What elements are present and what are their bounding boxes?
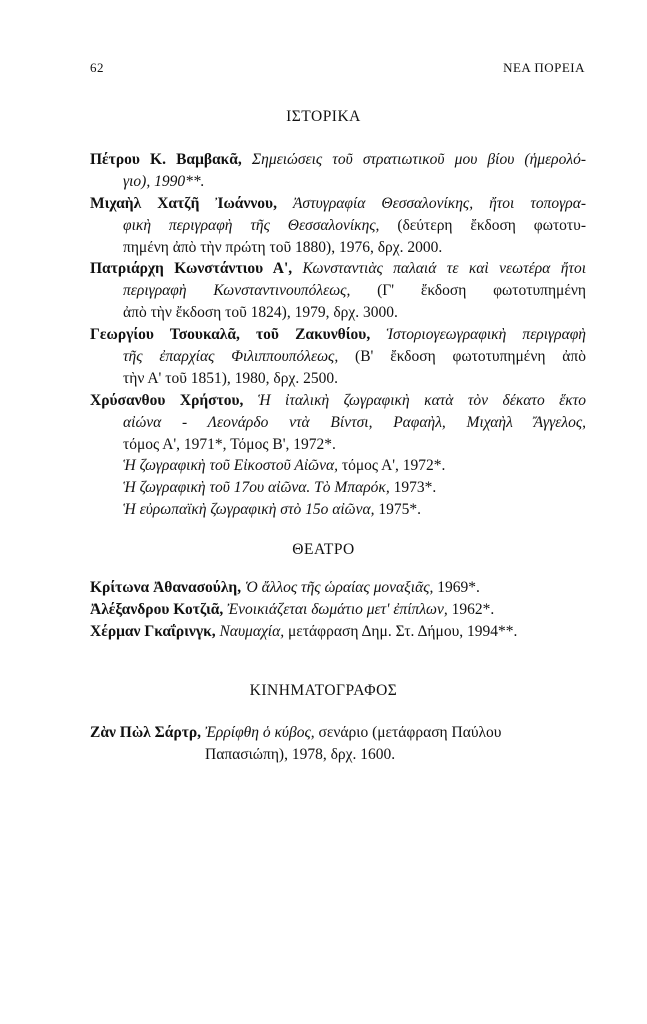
entry-line bbox=[90, 477, 586, 499]
entry-details: μετάφραση Δημ. Στ. Δήμου, 1994**. bbox=[288, 622, 518, 640]
entry-title: περιγραφὴ Κωνσταντινουπόλεως, bbox=[123, 282, 378, 300]
entry-line bbox=[90, 149, 586, 171]
entry-line bbox=[90, 171, 586, 193]
entry-details: (Β' ἔκδοση φωτοτυπημένη ἀπὸ bbox=[355, 348, 586, 366]
entry-line bbox=[90, 499, 586, 521]
entry-title: γιο), 1990**. bbox=[123, 172, 205, 190]
entry-title: Ἡ εὐρωπαϊκὴ ζωγραφικὴ στὸ 15ο αἰῶνα, bbox=[123, 501, 379, 519]
entry-author: Χρύσανθου Χρήστου, bbox=[90, 391, 258, 409]
entry-line bbox=[90, 280, 586, 302]
entry-author: Γεωργίου Τσουκαλᾶ, τοῦ Ζακυνθίου, bbox=[90, 326, 387, 344]
entry-line bbox=[90, 302, 586, 324]
entry-title: Ἱστοριογεωγραφικὴ περιγραφὴ bbox=[386, 326, 586, 344]
page-number: 62 bbox=[90, 60, 104, 75]
section-cinema-heading: ΚΙΝΗΜΑΤΟΓΡΑΦΟΣ bbox=[249, 682, 398, 699]
entry-line bbox=[90, 324, 586, 346]
entry-title: αἰώνα - Λεονάρδο ντὰ Βίντσι, Ραφαὴλ, Μιχαὴλ Ἄγγελος, bbox=[123, 413, 586, 431]
entry-line bbox=[90, 215, 586, 237]
entry-title: Σημειώσεις τοῦ στρατιωτικοῦ μου βίου (ἡμερολό- bbox=[251, 151, 586, 168]
entry-title: τῆς ἐπαρχίας Φιλιππουπόλεως, bbox=[123, 348, 356, 366]
entry-details: 1975*. bbox=[378, 501, 422, 519]
entry-details: 1969*. bbox=[437, 579, 480, 596]
entry-details: ἀπὸ τὴν ἔκδοση τοῦ 1824), 1979, δρχ. 3000. bbox=[123, 304, 398, 322]
entry-line bbox=[90, 258, 586, 280]
entry-author: Πατριάρχη Κωνστάντιου Α', bbox=[90, 260, 303, 278]
entry-line bbox=[90, 368, 586, 390]
entry-line bbox=[90, 434, 586, 456]
entry-details: τὴν Α' τοῦ 1851), 1980, δρχ. 2500. bbox=[123, 369, 338, 387]
entry-line bbox=[90, 722, 586, 744]
entry-author: Κρίτωνα Ἀθανασούλη, bbox=[90, 579, 245, 596]
entry-details: (Γ' ἔκδοση φωτοτυπημένη bbox=[377, 282, 586, 300]
entry-line bbox=[90, 390, 586, 412]
entry-line bbox=[90, 455, 586, 477]
entry-details: 1973*. bbox=[393, 479, 437, 497]
entry-line bbox=[90, 621, 586, 643]
entry-details: σενάριο (μετάφραση Παύλου bbox=[318, 724, 502, 741]
entry-details: πημένη ἀπὸ τὴν πρώτη τοῦ 1880), 1976, δρχ. 2000. bbox=[123, 238, 443, 256]
entry-title: Ἐρρίφθη ὁ κύβος, bbox=[204, 724, 319, 741]
entry-title: Ἀστυγραφία Θεσσαλονίκης, ἤτοι τοπογρα- bbox=[292, 194, 587, 212]
journal-title: ΝΕΑ ΠΟΡΕΙΑ bbox=[503, 60, 585, 75]
entry-line bbox=[90, 237, 586, 259]
entry-title: Ἡ ζωγραφικὴ τοῦ Εἰκοστοῦ Αἰῶνα, bbox=[123, 457, 342, 475]
section-cinema-entries bbox=[90, 722, 586, 766]
section-historical-heading: ΙΣΤΟΡΙΚΑ bbox=[286, 108, 361, 125]
entry-details: 1962*. bbox=[451, 600, 495, 618]
entry-details: τόμος Α', 1972*. bbox=[341, 457, 446, 475]
entry-title: Ἡ ζωγραφικὴ τοῦ 17ου αἰῶνα. Τὸ Μπαρόκ, bbox=[123, 479, 394, 497]
section-theatre-heading: ΘΕΑΤΡΟ bbox=[292, 541, 355, 558]
entry-details: Παπασιώπη), 1978, δρχ. 1600. bbox=[205, 745, 396, 763]
entry-author: Χέρμαν Γκαΐρινγκ, bbox=[90, 622, 220, 640]
entry-line bbox=[90, 599, 586, 621]
entry-title: φικὴ περιγραφὴ τῆς Θεσσαλονίκης, bbox=[123, 216, 398, 234]
entry-details: τόμος Α', 1971*, Τόμος Β', 1972*. bbox=[123, 435, 336, 453]
entry-line bbox=[90, 412, 586, 434]
entry-author: Ἀλέξανδρου Κοτζιᾶ, bbox=[90, 600, 228, 618]
entry-title: Ὁ ἄλλος τῆς ὡραίας μοναξιᾶς, bbox=[245, 579, 438, 596]
entry-line bbox=[90, 744, 586, 766]
entry-title: Ἐνοικιάζεται δωμάτιο μετ' ἐπίπλων, bbox=[227, 600, 452, 618]
section-historical-entries bbox=[90, 149, 586, 521]
section-theatre-entries bbox=[90, 577, 586, 643]
entry-line bbox=[90, 346, 586, 368]
entry-author: Ζὰν Πὼλ Σάρτρ, bbox=[90, 724, 205, 741]
entry-author: Πέτρου Κ. Βαμβακᾶ, bbox=[90, 151, 252, 168]
entry-line bbox=[90, 577, 586, 599]
entry-title: Κωνσταντιὰς παλαιά τε καὶ νεωτέρα ἤτοι bbox=[302, 260, 587, 278]
entry-title: Ναυμαχία, bbox=[219, 622, 288, 640]
entry-line bbox=[90, 193, 586, 215]
entry-details: (δεύτερη ἔκδοση φωτοτυ- bbox=[397, 216, 586, 234]
entry-author: Μιχαὴλ Χατζῆ Ἰωάννου, bbox=[90, 194, 293, 212]
entry-title: Ἡ ἰταλικὴ ζωγραφικὴ κατὰ τὸν δέκατο ἕκτο bbox=[257, 391, 586, 409]
